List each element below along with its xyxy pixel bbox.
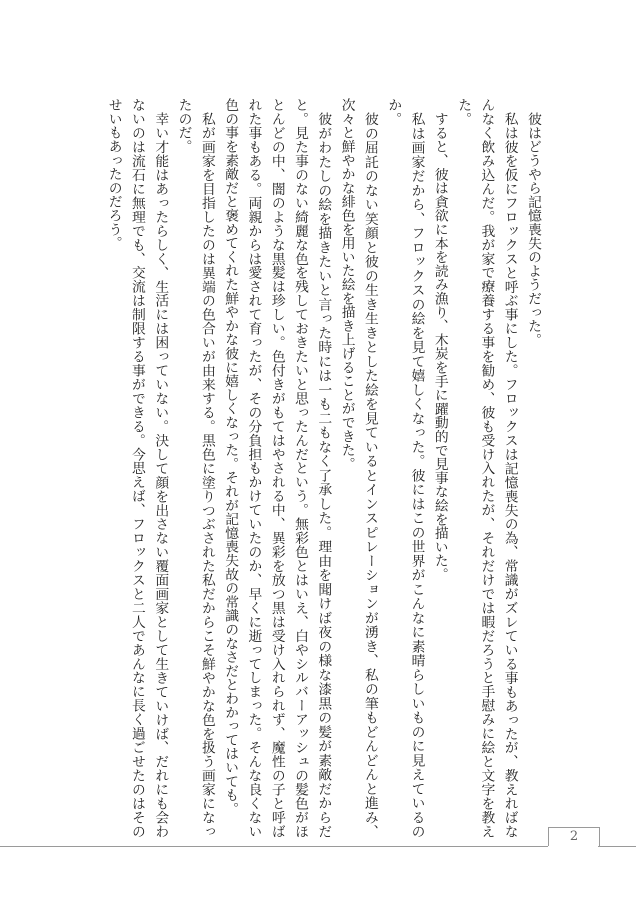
paragraph-8: 幸い才能はあったらしく、生活には困っていない。決して顔を出さない覆面画家として生きていけば、だれにも会わないのは流石に無理でも、交流は制限する事ができる。今思えば、フロックスと二人であんなに長く過ごせたのはそのせいもあったのだろう。 xyxy=(105,98,169,838)
paragraph-1: 彼はどうやら記憶喪失のようだった。 xyxy=(525,111,541,347)
vertical-text-body xyxy=(84,98,544,838)
paragraph-7: 私が画家を目指したのは異端の色合いが由来する。黒色に塗りつぶされた私だからこそ鮮やかな色を扱う画家になったのだ。 xyxy=(175,98,215,838)
paragraph-4: 私は画家だから、フロックスの絵を見て嬉しくなった。彼にはこの世界がこんなに素晴らしいものに見えているのか。 xyxy=(385,98,425,838)
paragraph-6: 彼がわたしの絵を描きたいと言った時には一も二もなく了承した。理由を聞けば夜の様な漆黒の髪が素敵だからだと。見た事のない綺麗な色を残しておきたいと思ったんだという。無彩色とはいえ、白やシルバーアッシュの髪色がほとんどの中、闇のような黒髪は珍しい。色付きがもてはやされる中、異彩を放つ黒は受け入れられず、魔性の子と呼ばれた事もある。両親からは愛されて育ったが、その分負担もかけていたのか、早くに逝ってしまった。そんな良くない色の事を素敵だと褒めてくれた鮮やかな彼に嬉しくなった。それが記憶喪失故の常識のなさだとわかってはいても。 xyxy=(222,98,332,838)
footer-rule xyxy=(0,846,548,847)
paragraph-5: 彼の屈託のない笑顔と彼の生き生きとした絵を見ているとインスピレーションが湧き、私の筆もどんどんと進み、次々と鮮やかな緋色を用いた絵を描き上げることができた。 xyxy=(338,98,378,838)
paragraph-3: すると、彼は貪欲に本を読み漁り、木炭を手に躍動的で見事な絵を描いた。 xyxy=(431,111,448,581)
footer-rule-right xyxy=(598,846,636,847)
paragraph-2: 私は彼を仮にフロックスと呼ぶ事にした。フロックスは記憶喪失の為、常識がズレている事もあったが、教えればなんなく飲み込んだ。我が家で療養する事を勧め、彼も受け入れたが、それだけでは暇だろうと手慰みに絵と文字を教えた。 xyxy=(455,98,518,838)
page-number: 2 xyxy=(569,829,579,844)
